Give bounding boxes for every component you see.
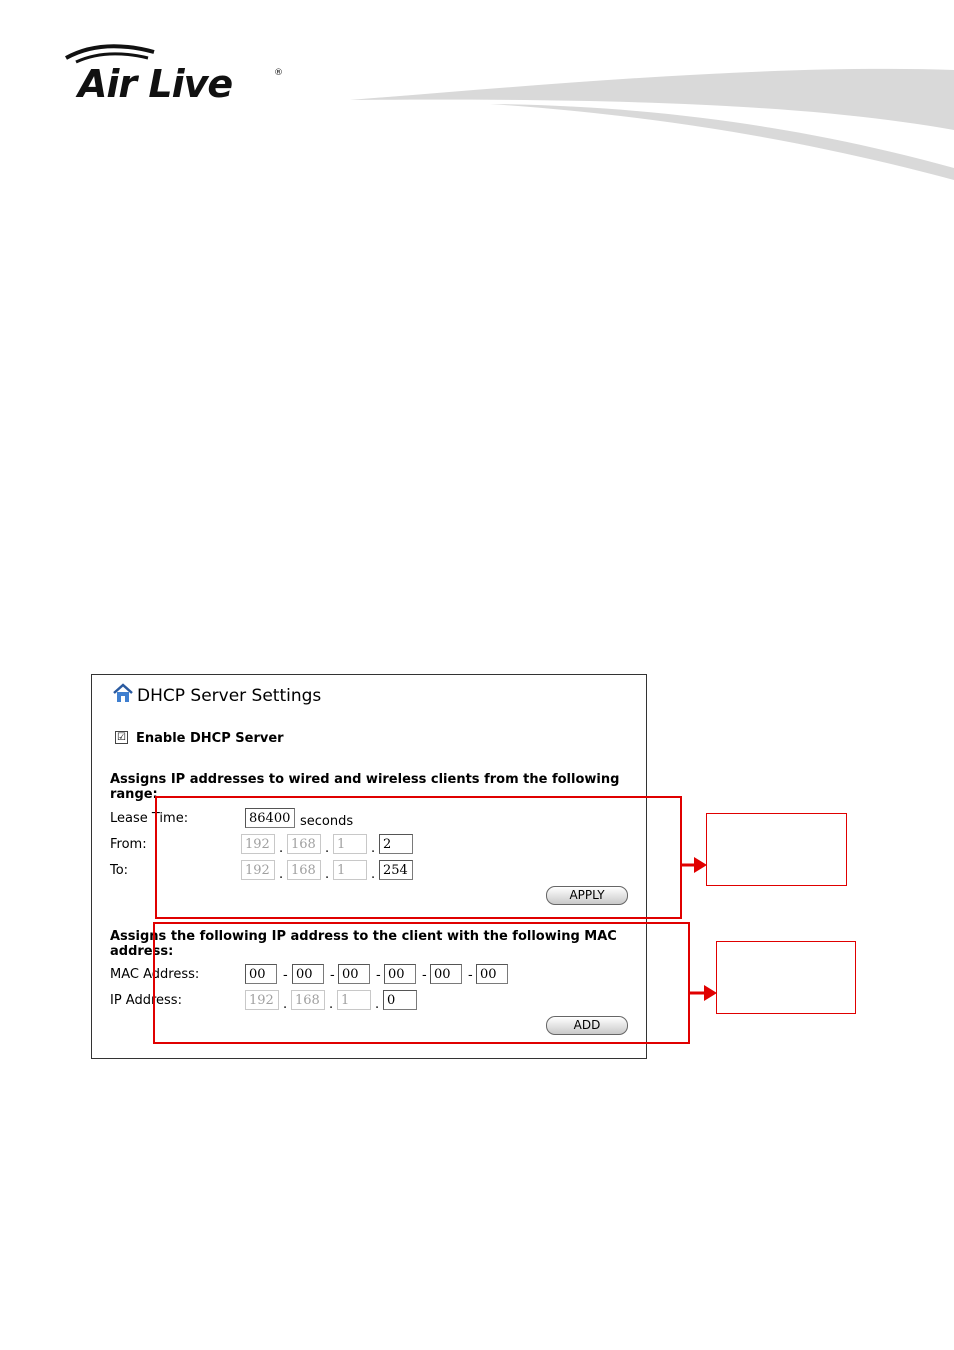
static-ip-octet-4[interactable]: 0: [383, 990, 417, 1010]
static-ip-octet-2[interactable]: 168: [291, 990, 325, 1010]
enable-dhcp-label: Enable DHCP Server: [136, 731, 284, 746]
lease-time-label: Lease Time:: [110, 811, 189, 826]
annotation-callout-2: [716, 941, 856, 1014]
to-label: To:: [110, 863, 129, 878]
add-button[interactable]: ADD: [546, 1016, 628, 1035]
annotation-range-box: [155, 796, 682, 919]
mac-octet-3[interactable]: 00: [338, 964, 370, 984]
ip-separator: .: [325, 867, 330, 882]
ip-separator: .: [371, 841, 376, 856]
page-title: DHCP Server Settings: [137, 686, 322, 706]
from-ip-octet-2[interactable]: 168: [287, 834, 321, 854]
ip-separator: .: [325, 841, 330, 856]
mac-octet-6[interactable]: 00: [476, 964, 508, 984]
mac-octet-4[interactable]: 00: [384, 964, 416, 984]
to-ip-octet-2[interactable]: 168: [287, 860, 321, 880]
from-label: From:: [110, 837, 147, 852]
lease-time-unit: seconds: [300, 814, 354, 829]
ip-separator: .: [279, 841, 284, 856]
ip-separator: .: [329, 997, 334, 1012]
mac-separator: -: [376, 968, 381, 983]
home-icon: [112, 682, 134, 704]
range-heading: Assigns IP addresses to wired and wireless clients from the following range:: [110, 772, 620, 802]
mac-octet-1[interactable]: 00: [245, 964, 277, 984]
ip-separator: .: [283, 997, 288, 1012]
lease-time-input[interactable]: 86400: [245, 808, 295, 828]
airlive-logo: [62, 40, 292, 110]
enable-dhcp-checkbox[interactable]: ☑: [115, 731, 128, 744]
annotation-static-box: [153, 922, 690, 1044]
from-ip-octet-1[interactable]: 192: [241, 834, 275, 854]
mac-separator: -: [422, 968, 427, 983]
annotation-arrow-2: [688, 984, 718, 1002]
annotation-callout-1: [706, 813, 847, 886]
header-swoosh: [350, 64, 954, 180]
mac-separator: -: [330, 968, 335, 983]
from-ip-octet-3[interactable]: 1: [333, 834, 367, 854]
apply-button[interactable]: APPLY: [546, 886, 628, 905]
to-ip-octet-1[interactable]: 192: [241, 860, 275, 880]
ip-separator: .: [371, 867, 376, 882]
ip-separator: .: [279, 867, 284, 882]
mac-octet-2[interactable]: 00: [292, 964, 324, 984]
ip-separator: .: [375, 997, 380, 1012]
ip-address-label: IP Address:: [110, 993, 182, 1008]
annotation-arrow-1: [680, 856, 708, 874]
mac-octet-5[interactable]: 00: [430, 964, 462, 984]
to-ip-octet-4[interactable]: 254: [379, 860, 413, 880]
static-heading: Assigns the following IP address to the client with the following MAC address:: [110, 929, 617, 959]
logo-registered-mark: ®: [274, 68, 283, 78]
to-ip-octet-3[interactable]: 1: [333, 860, 367, 880]
mac-address-label: MAC Address:: [110, 967, 200, 982]
static-ip-octet-1[interactable]: 192: [245, 990, 279, 1010]
static-ip-octet-3[interactable]: 1: [337, 990, 371, 1010]
mac-separator: -: [283, 968, 288, 983]
logo-wordmark: Air Live: [78, 62, 233, 106]
mac-separator: -: [468, 968, 473, 983]
from-ip-octet-4[interactable]: 2: [379, 834, 413, 854]
